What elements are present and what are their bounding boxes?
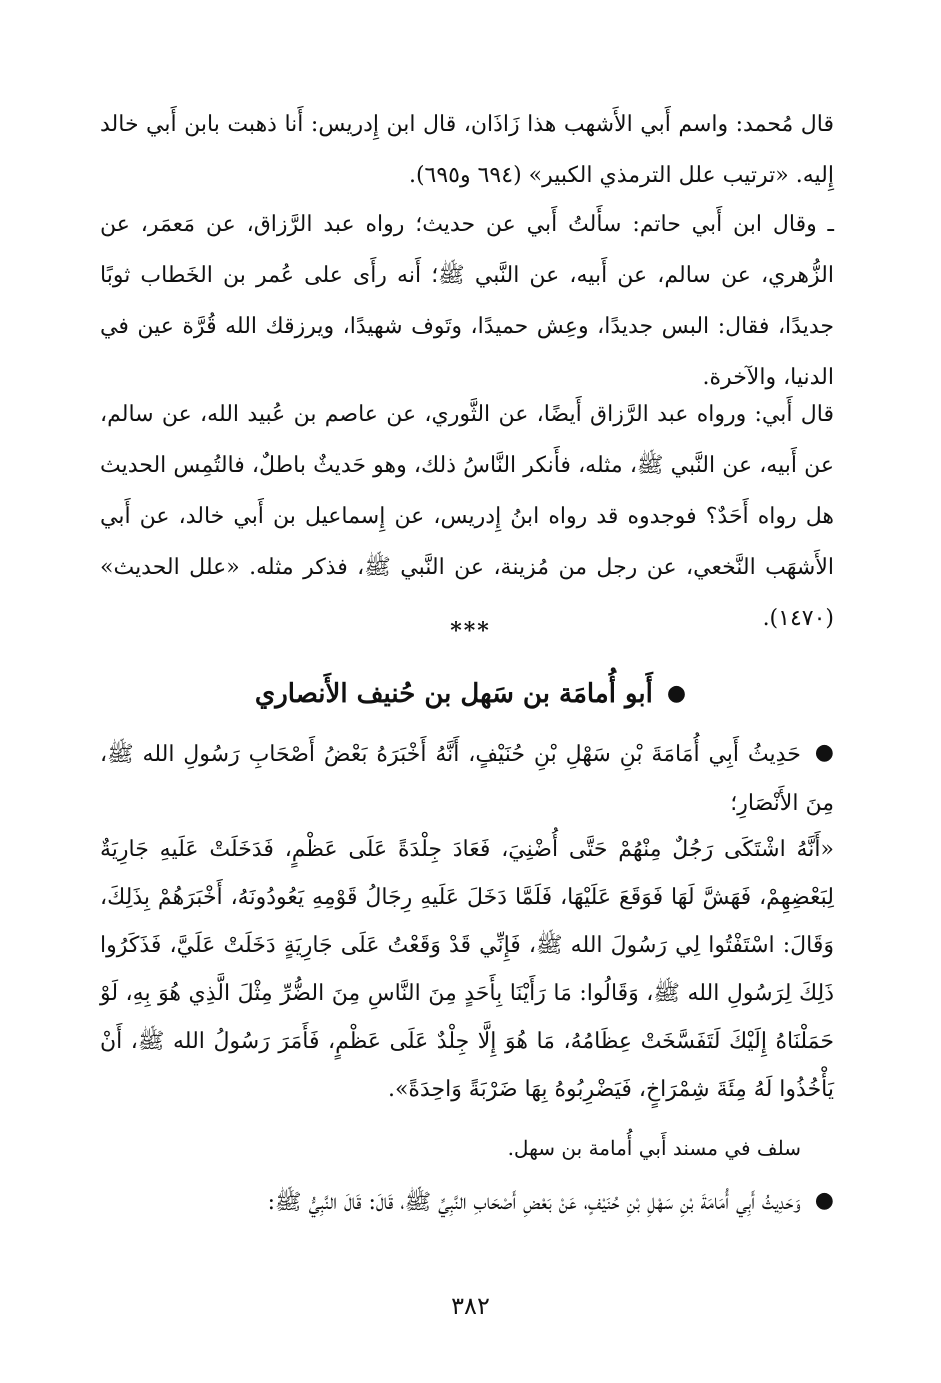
hadith-intro [100,728,834,828]
bullet-icon: ● [666,680,687,706]
hadith-text: «أَنَّهُ اشْتَكَى رَجُلٌ مِنْهُمْ حَتَّى أُضْنِيَ، فَعَادَ جِلْدَةً عَلَى عَظْمٍ، فَدَخَلَتْ عَلَيهِ جَارِيَةٌ لِبَعْضِهِمْ، فَهَشَّ لَهَا فَوَقَعَ عَلَيْهَا، فَلَمَّا دَخَلَ عَلَيهِ رِجَالُ قَوْمِهِ يَعُودُونَهُ، أَخْبَرَهُمْ بِذَلِكَ، وَقَالَ: اسْتَفْتُوا لِي رَسُولَ الله ﷺ، فَإِنِّي قَدْ وَقَعْتُ عَلَى جَارِيَةٍ دَخَلَتْ عَلَيَّ، فَذَكَرُوا ذَلِكَ لِرَسُولِ الله ﷺ، وَقَالُوا: مَا رَأَيْنَا بِأَحَدٍ مِنَ النَّاسِ مِنَ الضُّرِّ مِثْلَ الَّذِي هُوَ بِهِ، لَوْ حَمَلْنَاهُ إِلَيْكَ لَتَفَسَّخَتْ عِظَامُهُ، مَا هُوَ إِلَّا جِلْدٌ عَلَى عَظْمٍ، فَأَمَرَ رَسُولُ الله ﷺ، أَنْ يَأْخُذُوا لَهُ مِئَةَ شِمْرَاخٍ، فَيَضْرِبُوهُ بِهَا ضَرْبَةً وَاحِدَةً». [100,837,834,1102]
section-separator: *** [450,618,491,644]
cross-reference-note: سلف في مسند أَبي أُمامة بن سهل. [507,1136,801,1160]
paragraph-ibn-abi-hatim-answer: قال أَبي: ورواه عبد الرَّزاق أَيضًا، عن الثَّوري، عن عاصم بن عُبيد الله، عن سالم، عن أَبيه، عن النَّبي ﷺ، مثله، فأَنكر النَّاسُ ذلك، وهو حَديثٌ باطلٌ، فالتُمِس الحديث هل رواه أَحَدٌ؟ فوجدوه قد رواه ابنُ إِدريس، عن إِسماعيل بن أَبي خالد، عن أَبي الأَشهَب النَّخعي، عن رجل من مُزينة، عن النَّبي ﷺ، فذكر مثله. «علل الحديث» (١٤٧٠). [100,402,834,631]
hadith-intro-text: حَدِيثُ أَبِي أُمَامَةَ بْنِ سَهْلِ بْنِ حُنَيْفٍ، أَنَّهُ أَخْبَرَهُ بَعْضُ أَصْحَابِ رَسُولِ الله ﷺ، مِنَ الأَنْصَارِ؛ [100,742,834,816]
hadith-intro-second [100,1176,834,1227]
paragraph-tirmidhi-note: قال مُحمد: واسم أَبي الأَشهب هذا زَاذَان، قال ابن إِدريس: أَنا ذهبت بابن أَبي خالد إِليه. «ترتيب علل الترمذي الكبير» (٦٩٤ و٦٩٥). [100,112,834,188]
page-number: ٣٨٢ [451,1292,490,1320]
paragraph-ibn-abi-hatim-question: ـ وقال ابن أَبي حاتم: سأَلتُ أَبي عن حديث؛ رواه عبد الرَّزاق، عن مَعمَر، عن الزُّهري، عن سالم، عن أَبيه، عن النَّبي ﷺ؛ أَنه رأَى على عُمر بن الخَطاب ثوبًا جديدًا، فقال: البس جديدًا، وعِش حميدًا، وتَوف شهيدًا، ويرزقك الله قُرَّة عين في الدنيا، والآخرة. [100,212,834,390]
section-title: أَبو أُمامَة بن سَهل بن حُنيف الأَنصاري [254,679,653,709]
section-heading [0,668,941,719]
hadith-intro-second-text: وَحَدِيثُ أَبِي أُمَامَةَ بْنِ سَهْلِ بْنِ حُنَيْفٍ، عَنْ بَعْضِ أَصْحَابِ النَّبِيِّ ﷺ، قَالَ: قَالَ النَّبِيُّ ﷺ: [267,1190,801,1215]
bullet-icon: ● [814,1188,834,1213]
bullet-icon: ● [814,740,834,765]
